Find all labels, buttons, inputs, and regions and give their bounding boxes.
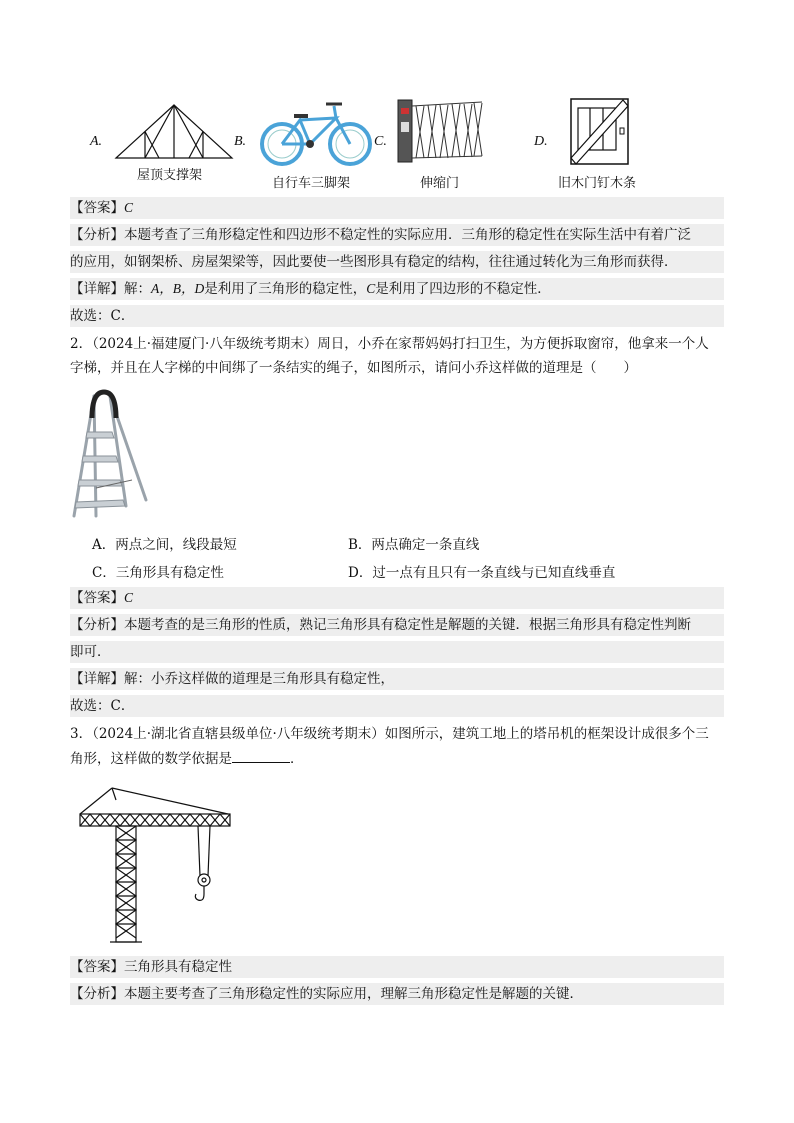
q2-choice-d: D．过一点有且只有一条直线与已知直线垂直 — [348, 565, 616, 581]
q2-stem-line1: 2．（2024上·福建厦门·八年级统考期末）周日，小乔在家帮妈妈打扫卫生，为方便拆取窗帘，他拿来一个人 — [70, 336, 709, 352]
option-c-letter: C. — [374, 134, 387, 149]
q3-answer: 三角形具有稳定性 — [124, 959, 232, 975]
q2-choice-b: B．两点确定一条直线 — [348, 537, 480, 553]
q1-analysis-line1: 【分析】本题考查了三角形稳定性和四边形不稳定性的实际应用．三角形的稳定性在实际生活中有着广泛 — [70, 224, 724, 246]
q2-analysis-line2: 即可． — [70, 641, 724, 663]
bicycle-figure — [258, 96, 374, 168]
q3-analysis-line: 【分析】本题主要考查了三角形稳定性的实际应用，理解三角形稳定性是解题的关键． — [70, 983, 724, 1005]
option-b-letter: B. — [234, 134, 247, 149]
q2-answer: C — [124, 590, 134, 605]
q2-stem-line2: 字梯，并且在人字梯的中间绑了一条结实的绳子，如图所示，请问小乔这样做的道理是（ ） — [70, 360, 637, 376]
option-d-letter: D. — [534, 134, 548, 149]
q2-conclusion: 故选：C． — [70, 695, 724, 717]
old-door-figure — [570, 98, 630, 166]
q1-detail-line: 【详解】解：A，B，D是利用了三角形的稳定性，C是利用了四边形的不稳定性． — [70, 278, 724, 300]
q2-answer-line: 【答案】C — [70, 587, 724, 609]
roof-truss-figure — [114, 102, 234, 160]
q3-stem-line1: 3．（2024上·湖北省直辖县级单位·八年级统考期末）如图所示，建筑工地上的塔吊机的框架设计成很多个三 — [70, 726, 709, 742]
step-ladder-figure — [70, 388, 152, 522]
option-a-letter: A. — [90, 134, 103, 149]
q2-choice-a: A．两点之间，线段最短 — [92, 537, 237, 553]
q1-analysis-line2: 的应用，如钢架桥、房屋架梁等，因此要使一些图形具有稳定的结构，往往通过转化为三角形而获得． — [70, 251, 724, 273]
option-c-caption: 伸缩门 — [420, 176, 460, 191]
option-b-caption: 自行车三脚架 — [272, 176, 351, 191]
option-a-caption: 屋顶支撑架 — [137, 168, 203, 183]
q1-conclusion: 故选：C． — [70, 305, 724, 327]
q3-answer-line: 【答案】三角形具有稳定性 — [70, 956, 724, 978]
q2-analysis-line1: 【分析】本题考查的是三角形的性质，熟记三角形具有稳定性是解题的关键．根据三角形具有稳定性判断 — [70, 614, 724, 636]
q1-answer-line: 【答案】C — [70, 197, 724, 219]
tower-crane-figure — [76, 786, 236, 946]
option-d-caption: 旧木门钉木条 — [558, 176, 637, 191]
q3-answer-blank — [232, 748, 290, 763]
q3-stem-line2: 角形，这样做的数学依据是 ． — [70, 748, 724, 770]
q1-answer: C — [124, 200, 134, 215]
q2-detail-line: 【详解】解：小乔这样做的道理是三角形具有稳定性， — [70, 668, 724, 690]
retractable-gate-figure — [398, 98, 484, 166]
q2-choice-c: C．三角形具有稳定性 — [92, 565, 224, 581]
